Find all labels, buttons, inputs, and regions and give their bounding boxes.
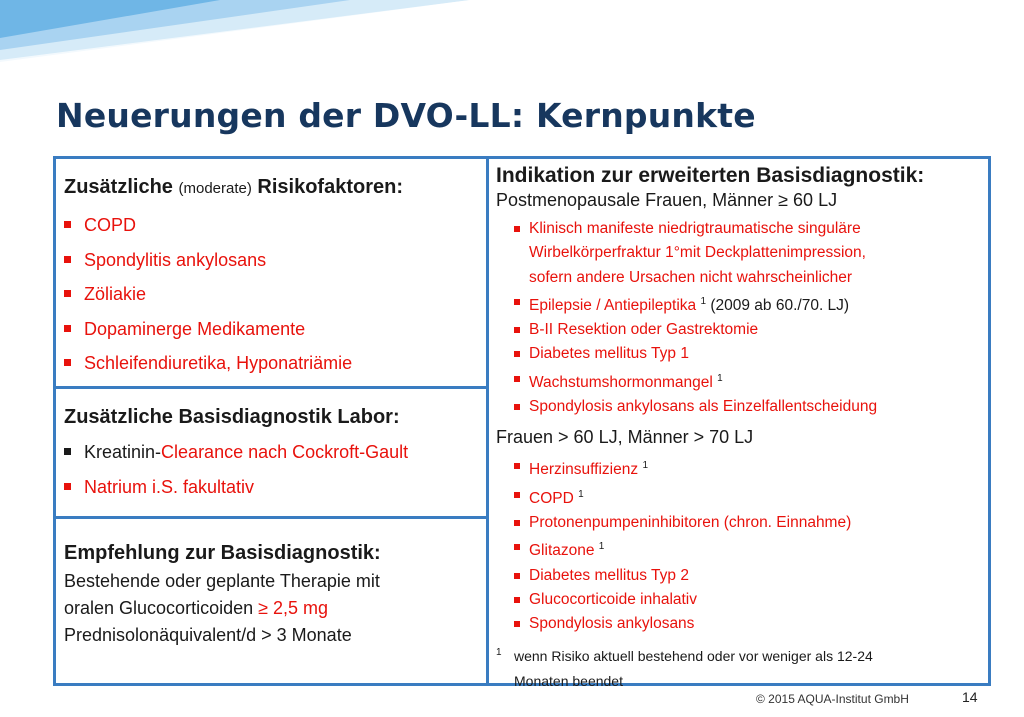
item-line: Klinisch manifeste niedrigtraumatische singuläre	[529, 220, 861, 237]
copyright-notice: © 2015 AQUA-Institut GmbH	[756, 692, 909, 706]
divider-2	[53, 516, 487, 519]
text-line: Bestehende oder geplante Therapie mit	[64, 571, 380, 591]
risk-factors-heading	[64, 176, 484, 199]
item-text: COPD	[529, 489, 574, 507]
list-item: Glucocorticoide inhalativ	[514, 588, 986, 612]
list-item	[514, 454, 986, 482]
item-line: sofern andere Ursachen nicht wahrscheinlicher	[529, 268, 853, 286]
labor-panel	[64, 406, 484, 505]
heading-part: Risikofaktoren:	[257, 176, 403, 198]
list-item: Spondylitis ankylosans	[64, 243, 484, 278]
list-item	[514, 290, 986, 318]
vertical-divider	[486, 156, 489, 686]
labor-list	[64, 435, 484, 505]
footnote-ref: 1	[700, 295, 707, 307]
list-item: Natrium i.S. fakultativ	[64, 470, 484, 505]
footnote-number: 1	[496, 647, 502, 659]
list-item: Spondylosis ankylosans	[514, 612, 986, 636]
recommendation-heading: Empfehlung zur Basisdiagnostik:	[64, 542, 381, 564]
footnote-ref: 1	[717, 372, 723, 384]
list-item: Dopaminerge Medikamente	[64, 312, 484, 347]
footnote	[496, 644, 986, 694]
footnote-line: Monaten beendet	[514, 673, 623, 690]
list-item: B-II Resektion oder Gastrektomie	[514, 318, 986, 342]
heading-note: (moderate)	[178, 180, 252, 197]
heading-part: Zusätzliche	[64, 176, 173, 198]
risk-factors-list	[64, 208, 484, 381]
group2-label: Frauen > 60 LJ, Männer > 70 LJ	[496, 427, 754, 448]
item-text: Wachstumshormonmangel	[529, 373, 713, 391]
list-item	[514, 217, 986, 290]
text-line	[64, 595, 484, 622]
list-item	[514, 483, 986, 511]
page-number: 14	[962, 689, 978, 705]
footnote-ref: 1	[642, 460, 648, 472]
slide-title: Neuerungen der DVO-LL: Kernpunkte	[56, 96, 756, 135]
item-text: Kreatinin-	[84, 442, 162, 462]
footnote-ref: 1	[578, 488, 584, 500]
item-text: Epilepsie / Antiepileptika	[529, 296, 697, 314]
list-item	[514, 535, 986, 563]
list-item: Zöliakie	[64, 277, 484, 312]
text-line: Prednisolonäquivalent/d > 3 Monate	[64, 625, 352, 645]
header-banner	[0, 0, 1024, 100]
list-item	[64, 435, 484, 470]
list-item: COPD	[64, 208, 484, 243]
recommendation-text	[64, 568, 484, 649]
list-item	[514, 367, 986, 395]
group1-list	[514, 217, 986, 419]
risk-factors-panel	[64, 176, 484, 381]
item-text: Herzinsuffizienz	[529, 461, 639, 479]
item-text: Glitazone	[529, 542, 595, 560]
indication-panel	[496, 164, 986, 694]
item-note: (2009 ab 60./70. LJ)	[706, 296, 850, 314]
list-item: Spondylosis ankylosans als Einzelfallentscheidung	[514, 395, 986, 419]
footnote-line: wenn Risiko aktuell bestehend oder vor weniger als 12-24	[514, 648, 873, 665]
footnote-ref: 1	[598, 541, 605, 553]
recommendation-panel	[64, 542, 484, 649]
dose-highlight: ≥ 2,5 mg	[258, 598, 329, 618]
list-item: Protonenpumpeninhibitoren (chron. Einnahme)	[514, 511, 986, 535]
list-item: Schleifendiuretika, Hyponatriämie	[64, 346, 484, 381]
item-line: Wirbelkörperfraktur 1°mit Deckplattenimpression,	[529, 244, 866, 262]
list-item: Diabetes mellitus Typ 1	[514, 342, 986, 366]
list-item: Diabetes mellitus Typ 2	[514, 564, 986, 588]
group2-list	[514, 454, 986, 636]
group1-label: Postmenopausale Frauen, Männer ≥ 60 LJ	[496, 190, 838, 210]
text-part: oralen Glucocorticoiden	[64, 598, 259, 618]
divider-1	[53, 386, 487, 389]
item-text: Clearance nach Cockroft-Gault	[161, 442, 409, 462]
labor-heading: Zusätzliche Basisdiagnostik Labor:	[64, 406, 400, 428]
indication-heading: Indikation zur erweiterten Basisdiagnostik:	[496, 164, 925, 187]
